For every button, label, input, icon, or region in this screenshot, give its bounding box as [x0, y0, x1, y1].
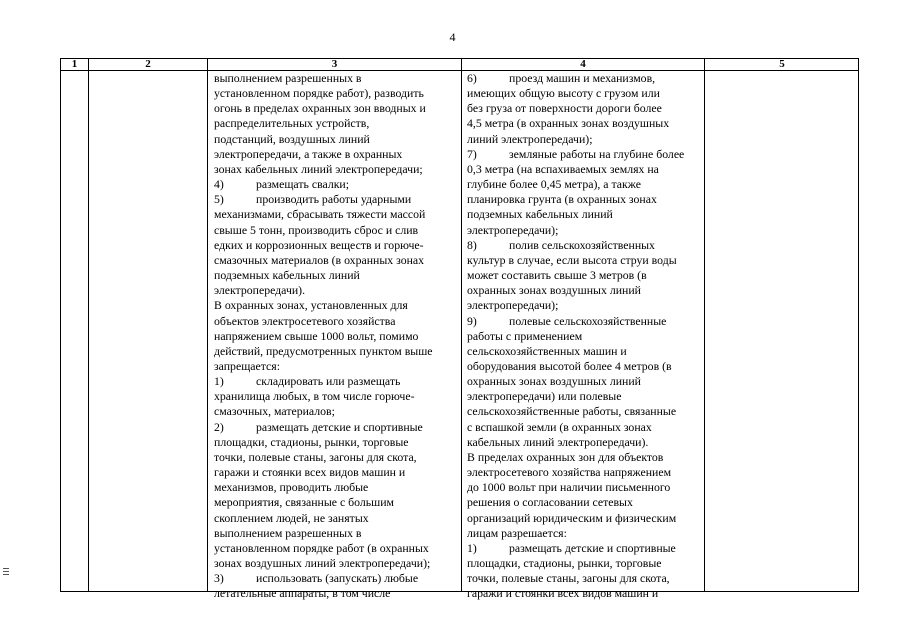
line-text: охранных зонах воздушных линий — [467, 283, 641, 298]
line-text: скоплением людей, не занятых — [214, 510, 369, 525]
line-text: электросетевого хозяйства напряжением — [467, 465, 672, 480]
text-line — [214, 329, 459, 344]
text-line — [214, 192, 459, 207]
line-text: может составить свыше 3 метров (в — [467, 268, 647, 283]
column-divider — [704, 59, 705, 591]
line-text: размещать свалки; — [256, 177, 350, 192]
line-text: точки, полевые станы, загоны для скота, — [214, 449, 417, 464]
item-number: 1) — [214, 374, 224, 389]
text-line — [214, 404, 459, 419]
text-line — [214, 147, 459, 162]
line-text: полив сельскохозяйственных — [509, 237, 655, 252]
line-text: площадки, стадионы, рынки, торговые — [214, 434, 409, 449]
line-text: электропередачи). — [214, 283, 306, 298]
line-text: линий электропередачи); — [467, 131, 593, 146]
line-text: решения о согласовании сетевых — [467, 495, 633, 510]
text-line — [214, 450, 459, 465]
line-text: В пределах охранных зон для объектов — [467, 449, 664, 464]
text-line — [467, 207, 703, 222]
column-divider — [461, 59, 462, 591]
line-text: выполнением разрешенных в — [214, 71, 362, 85]
text-line — [467, 298, 703, 313]
line-text: подземных кабельных линий — [214, 268, 360, 283]
text-line — [214, 101, 459, 116]
text-line — [214, 465, 459, 480]
text-line — [214, 314, 459, 329]
margin-mark — [3, 568, 9, 576]
item-number: 1) — [467, 540, 477, 555]
line-text: точки, полевые станы, загоны для скота, — [467, 571, 670, 586]
text-line — [214, 268, 459, 283]
line-text: установленном порядке работ (в охранных — [214, 540, 429, 555]
text-line — [467, 268, 703, 283]
line-text: механизмами, сбрасывать тяжести массой — [214, 207, 426, 222]
text-line — [214, 541, 459, 556]
line-text: глубине более 0,45 метра), а также — [467, 177, 641, 192]
text-line — [467, 526, 703, 541]
text-line — [214, 586, 459, 601]
line-text: распределительных устройств, — [214, 116, 370, 131]
text-line — [467, 86, 703, 101]
text-line — [214, 374, 459, 389]
line-text: электропередачи) или полевые — [467, 389, 622, 404]
text-line — [214, 420, 459, 435]
text-line — [467, 132, 703, 147]
text-line — [467, 571, 703, 586]
text-line — [214, 571, 459, 586]
text-line — [467, 541, 703, 556]
line-text: проезд машин и механизмов, — [509, 71, 656, 85]
text-line — [214, 389, 459, 404]
text-line — [214, 435, 459, 450]
text-line — [467, 283, 703, 298]
column-header-3: 3 — [331, 58, 338, 70]
text-line — [214, 283, 459, 298]
line-text: планировка грунта (в охранных зонах — [467, 192, 657, 207]
line-text: В охранных зонах, установленных для — [214, 298, 408, 313]
column-header-2: 2 — [145, 58, 151, 70]
line-text: полевые сельскохозяйственные — [509, 313, 667, 328]
column-divider — [207, 59, 208, 591]
text-line — [467, 116, 703, 131]
text-line — [214, 86, 459, 101]
line-text: действий, предусмотренных пунктом выше — [214, 343, 433, 358]
text-line — [467, 101, 703, 116]
text-line — [467, 71, 703, 86]
text-line — [467, 253, 703, 268]
column-3-text — [214, 71, 459, 601]
text-line — [214, 238, 459, 253]
text-line — [214, 162, 459, 177]
line-text: охранных зонах воздушных линий — [467, 374, 641, 389]
text-line — [214, 116, 459, 131]
item-number: 2) — [214, 419, 224, 434]
line-text: земляные работы на глубине более — [509, 146, 685, 161]
text-line — [214, 359, 459, 374]
text-line — [467, 314, 703, 329]
line-text: зонах кабельных линий электропередачи; — [214, 161, 423, 176]
line-text: кабельных линий электропередачи). — [467, 434, 649, 449]
line-text: работы с применением — [467, 328, 583, 343]
header-row-divider — [61, 70, 858, 71]
line-text: использовать (запускать) любые — [256, 571, 419, 586]
text-line — [467, 389, 703, 404]
text-line — [467, 435, 703, 450]
line-text: имеющих общую высоту с грузом или — [467, 86, 660, 101]
column-header-4: 4 — [580, 58, 586, 70]
line-text: размещать детские и спортивные — [509, 540, 676, 555]
line-text: мероприятия, связанные с большим — [214, 495, 395, 510]
item-number: 3) — [214, 571, 224, 586]
line-text: гаражи и стоянки всех видов машин и — [467, 586, 659, 601]
line-text: запрещается: — [214, 358, 280, 373]
line-text: смазочных, материалов; — [214, 404, 335, 419]
line-text: оборудования высотой более 4 метров (в — [467, 358, 672, 373]
text-line — [214, 495, 459, 510]
document-table — [60, 58, 859, 601]
item-number: 7) — [467, 146, 477, 161]
item-number: 5) — [214, 192, 224, 207]
line-text: едких и коррозионных веществ и горюче- — [214, 237, 424, 252]
column-4-text — [467, 71, 703, 601]
text-line — [214, 207, 459, 222]
text-line — [467, 359, 703, 374]
column-header-1: 1 — [71, 58, 78, 70]
text-line — [467, 177, 703, 192]
line-text: без груза от поверхности дороги более — [467, 101, 662, 116]
text-line — [467, 238, 703, 253]
line-text: 4,5 метра (в охранных зонах воздушных — [467, 116, 670, 131]
text-line — [467, 162, 703, 177]
text-line — [467, 480, 703, 495]
text-line — [214, 253, 459, 268]
text-line — [214, 132, 459, 147]
line-text: сельскохозяйственные работы, связанные — [467, 404, 677, 419]
item-number: 9) — [467, 313, 477, 328]
text-line — [467, 374, 703, 389]
line-text: электропередачи); — [467, 298, 559, 313]
text-line — [214, 344, 459, 359]
line-text: огонь в пределах охранных зон вводных и — [214, 101, 426, 116]
text-line — [214, 556, 459, 571]
text-line — [214, 511, 459, 526]
column-divider — [88, 59, 89, 591]
line-text: сельскохозяйственных машин и — [467, 343, 627, 358]
text-line — [467, 223, 703, 238]
line-text: установленном порядке работ), разводить — [214, 86, 424, 101]
line-text: объектов электросетевого хозяйства — [214, 313, 396, 328]
line-text: производить работы ударными — [256, 192, 412, 207]
item-number: 6) — [467, 71, 477, 85]
text-line — [467, 192, 703, 207]
column-header-5: 5 — [779, 58, 785, 70]
line-text: лицам разрешается: — [467, 525, 567, 540]
line-text: организаций юридическим и физическим — [467, 510, 677, 525]
line-text: напряжением свыше 1000 вольт, помимо — [214, 328, 419, 343]
text-line — [214, 526, 459, 541]
page-number: 4 — [449, 30, 456, 44]
line-text: электропередачи); — [467, 222, 559, 237]
text-line — [467, 495, 703, 510]
text-line — [214, 223, 459, 238]
line-text: подземных кабельных линий — [467, 207, 613, 222]
line-text: выполнением разрешенных в — [214, 525, 362, 540]
text-line — [214, 298, 459, 313]
text-line — [467, 420, 703, 435]
item-number: 8) — [467, 237, 477, 252]
text-line — [467, 465, 703, 480]
text-line — [467, 329, 703, 344]
line-text: складировать или размещать — [256, 374, 401, 389]
line-text: смазочных материалов (в охранных зонах — [214, 252, 425, 267]
text-line — [214, 71, 459, 86]
text-line — [467, 147, 703, 162]
line-text: гаражи и стоянки всех видов машин и — [214, 465, 406, 480]
line-text: летательные аппараты, в том числе — [214, 586, 391, 601]
text-line — [467, 450, 703, 465]
line-text: до 1000 вольт при наличии письменного — [467, 480, 671, 495]
text-line — [467, 404, 703, 419]
line-text: электропередачи, а также в охранных — [214, 146, 403, 161]
text-line — [467, 344, 703, 359]
text-line — [467, 586, 703, 601]
line-text: культур в случае, если высота струи воды — [467, 252, 677, 267]
text-line — [214, 480, 459, 495]
item-number: 4) — [214, 177, 224, 192]
line-text: площадки, стадионы, рынки, торговые — [467, 556, 662, 570]
line-text: хранилища любых, в том числе горюче- — [214, 389, 415, 404]
line-text: 0,3 метра (на вспахиваемых землях на — [467, 161, 659, 176]
line-text: с вспашкой земли (в охранных зонах — [467, 419, 652, 434]
text-line — [214, 177, 459, 192]
line-text: механизмов, проводить любые — [214, 480, 369, 495]
line-text: свыше 5 тонн, производить сброс и слив — [214, 222, 419, 237]
line-text: подстанций, воздушных линий — [214, 131, 370, 146]
text-line — [467, 511, 703, 526]
text-line — [467, 556, 703, 571]
line-text: зонах воздушных линий электропередачи); — [214, 556, 431, 570]
line-text: размещать детские и спортивные — [256, 419, 423, 434]
